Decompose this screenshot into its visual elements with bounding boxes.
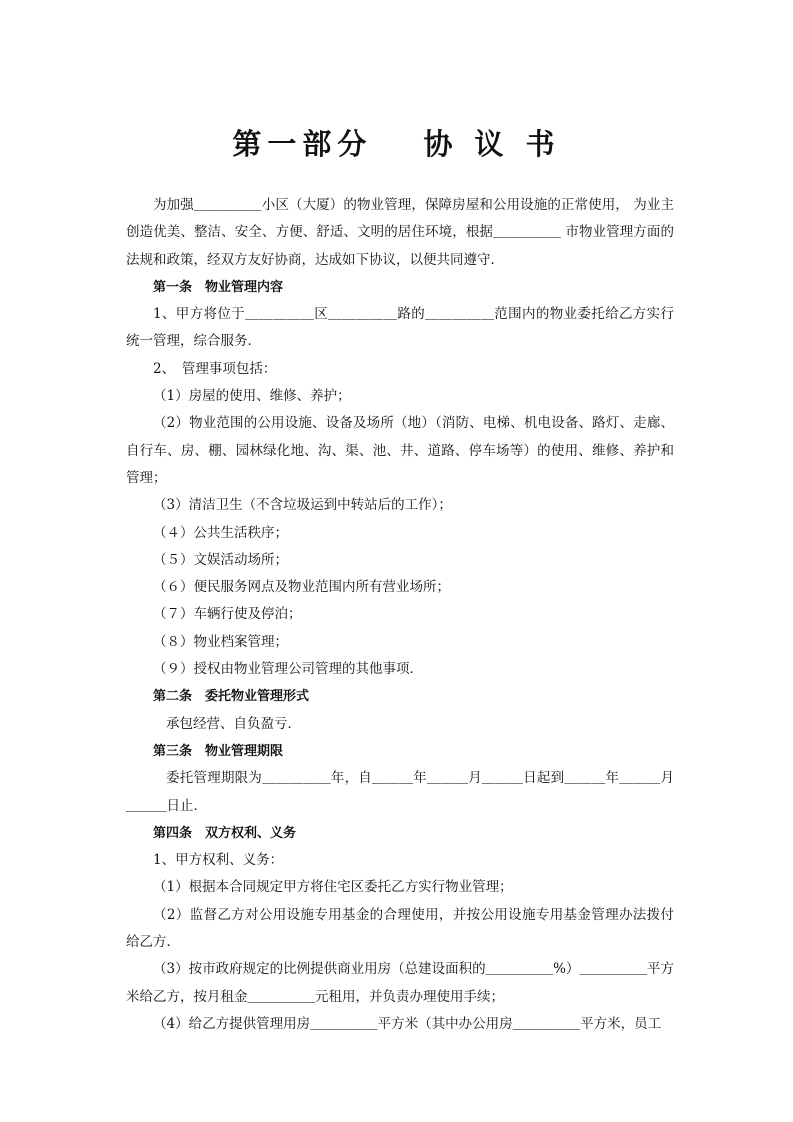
article-1-item-7: （７）车辆行使及停泊； [153, 606, 302, 623]
article-1-item-9: （９）授权由物业管理公司管理的其他事项． [153, 661, 423, 678]
article-4-clause-1: 1、甲方权利、义务： [153, 852, 284, 869]
article-1-clause-2: 2、 管理事项包括： [153, 360, 277, 377]
article-1-item-5: （５）文娱活动场所； [153, 551, 288, 568]
article-1-item-4: （４）公共生活秩序； [153, 524, 288, 541]
article-4-item-1: （1）根据本合同规定甲方将住宅区委托乙方实行物业管理； [153, 879, 513, 896]
article-1-clause-1: 1、甲方将位于＿＿＿＿＿区＿＿＿＿＿路的＿＿＿＿＿范围内的物业委托给乙方实行统一管理，综合服务． [126, 306, 674, 350]
article-1-item-8: （８）物业档案管理； [153, 633, 288, 650]
article-1-item-3: （3）清洁卫生（不含垃圾运到中转站后的工作）； [153, 497, 452, 514]
intro-paragraph: 为加强＿＿＿＿＿小区（大厦）的物业管理，保障房屋和公用设施的正常使用， 为业主创造优美、整洁、安全、方便、舒适、文明的居住环境，根据＿＿＿＿＿ 市物业管理方面的法规和政策，经双方友好协商，达成如下协议，以便共同遵守． [126, 197, 674, 268]
article-1-item-1: （1）房屋的使用、维修、养护； [153, 388, 351, 405]
article-1-item-6: （６）便民服务网点及物业范围内所有营业场所； [153, 579, 450, 596]
article-4-heading: 第四条 双方权利、义务 [153, 825, 297, 841]
article-3-heading: 第三条 物业管理期限 [153, 743, 284, 759]
article-1-heading: 第一条 物业管理内容 [153, 279, 284, 295]
document-body [126, 192, 674, 1038]
article-4-item-4: （4）给乙方提供管理用房＿＿＿＿＿平方米（其中办公用房＿＿＿＿＿平方米，员工 [153, 1015, 662, 1032]
article-3-content: 委托管理期限为＿＿＿＿＿年，自＿＿＿年＿＿＿月＿＿＿日起到＿＿＿年＿＿＿月＿＿＿日止． [126, 770, 674, 814]
page-title: 第一部分 协 议 书 [232, 127, 561, 161]
article-4-item-2: （2）监督乙方对公用设施专用基金的合理使用，并按公用设施专用基金管理办法拨付给乙方． [126, 906, 674, 951]
article-1-item-2: （2）物业范围的公用设施、设备及场所（地）（消防、电梯、机电设备、路灯、走廊、自行车、房、棚、园林绿化地、沟、渠、池、井、道路、停车场等）的使用、维修、养护和管理； [126, 415, 674, 486]
article-2-heading: 第二条 委托物业管理形式 [153, 689, 310, 705]
article-4-item-3: （3）按市政府规定的比例提供商业用房（总建设面积的＿＿＿＿＿%）＿＿＿＿＿平方米给乙方，按月租金＿＿＿＿＿元租用，并负责办理使用手续； [126, 961, 674, 1005]
article-2-content: 承包经营、自负盈亏． [166, 715, 301, 732]
